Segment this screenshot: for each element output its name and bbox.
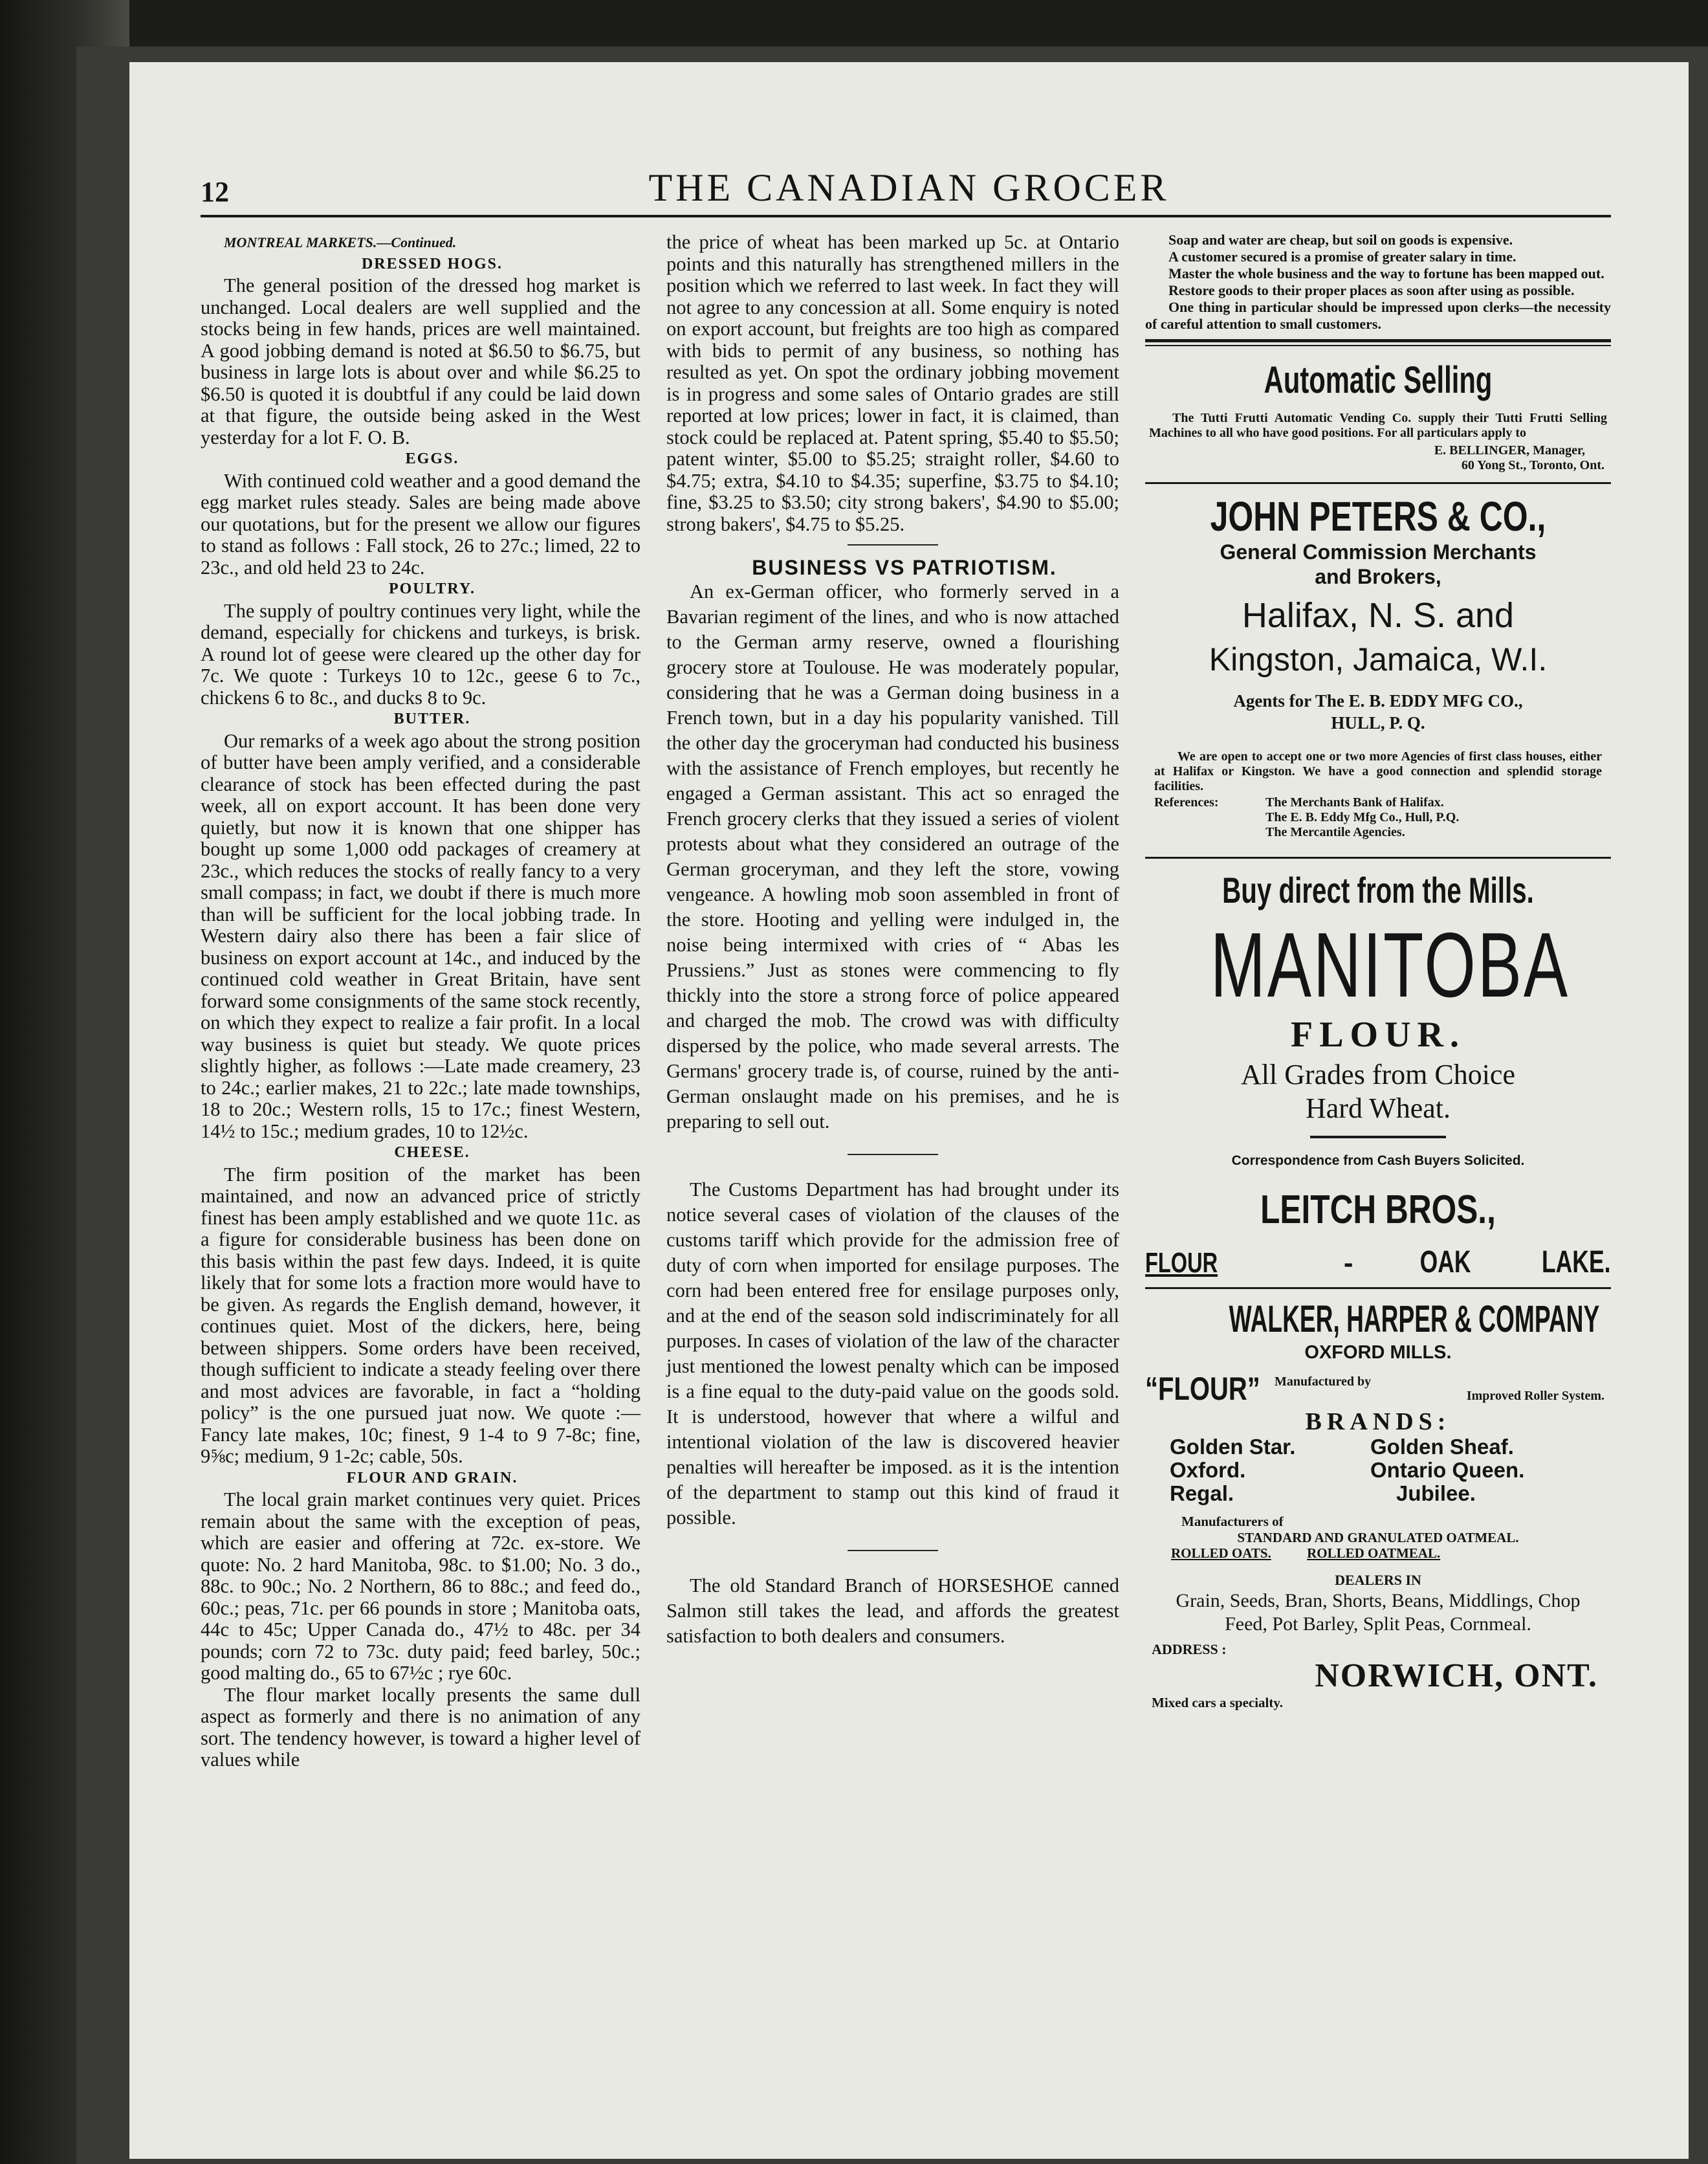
ad-title: Automatic Selling [1264, 359, 1493, 401]
ad-body: We are open to accept one or two more Agencies of first class houses, either at Halifax or Kingston. We have a good connection and splendid storage facilities. [1154, 749, 1602, 793]
wheat-text: the price of wheat has been marked up 5c. at Ontario points and this naturally has strengthened millers in the position which we referred to last week. In fact they will not agree to any concession at all. Some enquiry is noted on export account, but freights are too high as compared with bids to permit of any business, so nothing has resulted as yet. On spot the ordinary jobbing movement is in progress and some sales of Ontario grades are still reported at low prices; lower in fact, it is claimed, than stock could be replaced at. Patent spring, $5.40 to $5.50; patent winter, $5.00 to $5.25; straight roller, $4.60 to $4.75; extra, $4.10 to $4.35; superfine, $3.75 to $4.10; fine, $3.25 to $3.50; city strong bakers', $4.90 to $5.00; strong bakers', $4.75 to $5.25. [666, 231, 1119, 535]
ad-place: Halifax, N. S. and [1242, 596, 1515, 635]
divider [848, 544, 938, 546]
ad-mills: OXFORD MILLS. [1304, 1342, 1452, 1363]
article-text: An ex-German officer, who formerly served in a Bavarian regiment of the lines, and who is now attached to the German army reserve, owned a flourishing grocery store at Toulouse. He was moderately popular, considering that he was a German doing business in a French town, but in a day his popularity vanished. Till the other day the groceryman had conducted his business with the assistance of French employes, but recently he engaged a German assistant. This act so enraged the French grocery clerks that they issued a series of violent protests about what they considered an outrage of the German groceryman, and they left the store, vowing vengeance. A howling mob soon assembled in front of the store. Hooting and yelling were indulged in, the noise being intermixed with cries of “ Abas les Prussiens.” Just as stones were commencing to fly thickly into the store a strong force of police appeared and charged the mob. The crowd was with difficulty dispersed by the police, who made several arrests. The Germans' grocery trade is, of course, ruined by the anti-German onslaught made on his premises, and he is preparing to sell out. [666, 580, 1119, 1132]
ad-walker-harper [1145, 1298, 1611, 1711]
column-articles [666, 232, 1119, 1649]
brand-item: Golden Sheaf. [1370, 1435, 1514, 1459]
continued-label: MONTREAL MARKETS.—Continued. [224, 234, 457, 250]
divider [848, 1550, 938, 1551]
ad-grades: Hard Wheat. [1306, 1092, 1451, 1124]
maxim: A customer secured is a promise of greater salary in time. [1168, 248, 1516, 265]
ad-flour-word: “FLOUR” [1145, 1371, 1260, 1407]
ad-flour-line [1145, 1369, 1611, 1408]
rule [1145, 1287, 1611, 1289]
ad-location-line [1145, 1244, 1611, 1281]
ad-line: General Commission Merchants [1220, 540, 1537, 564]
ad-automatic-selling [1145, 357, 1611, 473]
section-text: The firm position of the market has been maintained, and now an advanced price of strictly finest has been amply established and we quote 11c. as a figure for considerable business has been done on this basis within the past few days. Indeed, it is quite likely that for some lots a fraction more would have to be given. As regards the English demand, however, it continues quiet. Most of the dickers, here, being between shippers. Some orders have been received, though sufficient to indicate a steady feeling over there and most advices are favorable, in fact a “holding policy” is the one pursued juat now. We quote :—Fancy late makes, 10c; finest, 9 1-4 to 9 7-8c; fine, 9⅝c; medium, 9 1-2c; cable, 50s. [201, 1163, 640, 1467]
section-head: POULTRY. [388, 580, 476, 597]
maxim: Restore goods to their proper places as soon after using as possible. [1168, 282, 1575, 298]
reference-item: The E. B. Eddy Mfg Co., Hull, P.Q. [1265, 810, 1460, 824]
article-text: The Customs Department has had brought under its notice several cases of violation of the clauses of the customs tariff which provide for the admission free of duty of corn when imported for ensilage purposes. The corn had been entered free for ensilage purposes only, and at the end of the season sold indiscriminately for all purposes. In cases of violation of the law of the character just mentioned the lowest penalty which can be imposed is a fine equal to the duty-paid value on the goods sold. It is understood, however that where a wilful and intentional violation of the law is discovered heavier penalties will hereafter be imposed. as it is the intention of the department to stamp out this kind of fraud it possible. [666, 1178, 1119, 1529]
ad-tagline: Buy direct from the Mills. [1222, 870, 1534, 911]
newspaper-page [129, 62, 1689, 2159]
ad-manufacturers-of: Manufacturers of [1181, 1514, 1284, 1529]
section-head: FLOUR AND GRAIN. [346, 1469, 518, 1486]
ad-dash: - [1343, 1247, 1353, 1279]
ad-flour: FLOUR. [1291, 1015, 1465, 1055]
article-text: The old Standard Branch of HORSESHOE canned Salmon still takes the lead, and affords the greatest satisfaction to both dealers and consumers. [666, 1574, 1119, 1647]
ad-line: and Brokers, [1315, 565, 1441, 588]
ad-john-peters [1145, 493, 1611, 840]
brand-item: Oxford. [1170, 1458, 1246, 1482]
brand-item: Ontario Queen. [1370, 1458, 1525, 1482]
rule [1145, 857, 1611, 859]
rule [1310, 1136, 1446, 1138]
ad-dealers-list: Grain, Seeds, Bran, Shorts, Beans, Middlings, Chop Feed, Pot Barley, Split Peas, Cornmeal. [1176, 1590, 1581, 1635]
ad-manufactured: Improved Roller System. [1466, 1389, 1604, 1403]
section-head: BUTTER. [393, 711, 471, 727]
section-head: DRESSED HOGS. [361, 255, 503, 272]
ad-brands [1145, 1435, 1611, 1505]
section-head: EGGS. [405, 450, 459, 467]
ad-agents: Agents for The E. B. EDDY MFG CO., [1233, 691, 1523, 711]
running-title: THE CANADIAN GROCER [648, 166, 1170, 209]
ad-mills: FLOUR [1145, 1247, 1218, 1279]
rule [1145, 345, 1611, 346]
ad-body: The Tutti Frutti Automatic Vending Co. supply their Tutti Frutti Selling Machines to all who have good positions. For all particulars apply to [1149, 411, 1607, 440]
ad-address: 60 Yong St., Toronto, Ont. [1461, 458, 1604, 472]
ad-manufactured: Manufactured by [1275, 1375, 1372, 1389]
ad-oatmeal-line [1145, 1545, 1611, 1561]
ad-mixed-cars: Mixed cars a specialty. [1152, 1695, 1283, 1710]
header-rule [201, 215, 1611, 217]
ad-address-label: ADDRESS : [1152, 1641, 1227, 1657]
references-label: References: [1154, 795, 1219, 810]
ad-agents: HULL, P. Q. [1331, 713, 1425, 733]
ad-oatmeal: ROLLED OATS. [1171, 1545, 1271, 1561]
ad-correspondence: Correspondence from Cash Buyers Solicited. [1231, 1153, 1525, 1168]
patriotism-article [666, 579, 1119, 1649]
brand-item: Golden Star. [1170, 1435, 1296, 1459]
ad-company-name: LEITCH BROS., [1260, 1187, 1496, 1232]
ad-company-name: JOHN PETERS & CO., [1210, 493, 1546, 540]
ad-manitoba-flour [1145, 868, 1611, 1281]
section-text: The general position of the dressed hog market is unchanged. Local dealers are well supplied and the stocks being in few hands, prices are well maintained. A good jobbing demand is noted at $6.50 to $6.75, but business in large lots is about over and while $6.25 to $6.50 is quoted it is doubtful if any could be laid down at that figure, the outside being asked in the West yesterday for a lot F. O. B. [201, 274, 640, 448]
ad-place: Kingston, Jamaica, W.I. [1209, 641, 1548, 678]
brand-item: Jubilee. [1396, 1481, 1476, 1505]
section-text: The flour market locally presents the same dull aspect as formerly and there is no animation of any sort. The tendency however, is toward a higher level of values while [201, 1683, 640, 1771]
section-text: With continued cold weather and a good demand the egg market rules steady. Sales are being made above our quotations, but for the present we allow our figures to stand as follows : Fall stock, 26 to 27c.; limed, 22 to 23c., and old held 23 to 24c. [201, 469, 640, 579]
maxim: Master the whole business and the way to fortune has been mapped out. [1168, 265, 1604, 282]
ad-brands-head: BRANDS: [1305, 1408, 1451, 1435]
maxim: Soap and water are cheap, but soil on goods is expensive. [1168, 232, 1513, 248]
ad-references [1154, 795, 1602, 840]
reference-item: The Merchants Bank of Halifax. [1265, 795, 1444, 810]
ad-dealers: DEALERS IN [1335, 1572, 1421, 1588]
page-number: 12 [201, 176, 229, 208]
article-headline: BUSINESS VS PATRIOTISM. [752, 556, 1057, 579]
ad-brand: MANITOBA [1210, 914, 1570, 1017]
section-text: Our remarks of a week ago about the strong position of butter have been amply verified, and a considerable clearance of stock has been effected during the past week, all on export account. It has been done very quietly, but now it is known that one shipper has bought up some 1,000 odd packages of creamery at 23c., which reduces the stocks of really fancy to a very small compass; in fact, we doubt if there is much more than will be sufficient for the local jobbing trade. In Western dairy also there has been a fair slice of business on export account at 14c., and induced by the continued cold weather in Great Britain, have sent forward some consignments of the same stock recently, on which they expect to realize a fair profit. In a local way business is quiet but steady. We quote prices slightly higher, as follows :—Late made creamery, 23 to 24c.; earlier makes, 21 to 22c.; late made townships, 18 to 20c.; Western rolls, 15 to 17c.; finest Western, 14½ to 15c.; medium grades, 10 to 12½c. [201, 729, 640, 1142]
column-ads [1145, 232, 1611, 1711]
section-text: The local grain market continues very quiet. Prices remain about the same with the exception of peas, which are easier and offering at 72c. ex-store. We quote: No. 2 hard Manitoba, 98c. to $1.00; No. 3 do., 88c. to 90c.; No. 2 Northern, 86 to 88c.; and feed do., 60c.; peas, 71c. per 66 pounds in store ; Manitoba oats, 44c to 45c; Upper Canada do., 47½ to 48c. per 34 pounds; corn 72 to 73c. duty paid; feed barley, 50c.; good malting do., 65 to 67½c ; rye 60c. [201, 1488, 640, 1684]
ad-signer: E. BELLINGER, Manager, [1434, 443, 1585, 458]
section-text: The supply of poultry continues very light, while the demand, especially for chickens and turkeys, is brisk. A round lot of geese were cleared up the other day for 7c. We quote : Turkeys 10 to 12c., geese 6 to 7c., chickens 6 to 8c., and ducks 8 to 9c. [201, 599, 640, 709]
ad-address: NORWICH, ONT. [1315, 1657, 1598, 1694]
ad-company-name: WALKER, HARPER & COMPANY [1229, 1298, 1600, 1340]
ad-oatmeal: ROLLED OATMEAL. [1307, 1545, 1441, 1561]
ad-grades: All Grades from Choice [1241, 1059, 1515, 1090]
maxim: One thing in particular should be impressed upon clerks—the necessity of careful attention to small customers. [1145, 299, 1611, 332]
rule [1145, 482, 1611, 484]
brand-item: Regal. [1170, 1481, 1234, 1505]
ad-location: OAK LAKE. [1420, 1245, 1611, 1279]
section-head: CHEESE. [394, 1144, 470, 1161]
reference-item: The Mercantile Agencies. [1265, 825, 1405, 839]
rule [1145, 339, 1611, 342]
column-markets [201, 232, 640, 1771]
ad-oatmeal: STANDARD AND GRANULATED OATMEAL. [1237, 1530, 1519, 1545]
divider [848, 1154, 938, 1155]
